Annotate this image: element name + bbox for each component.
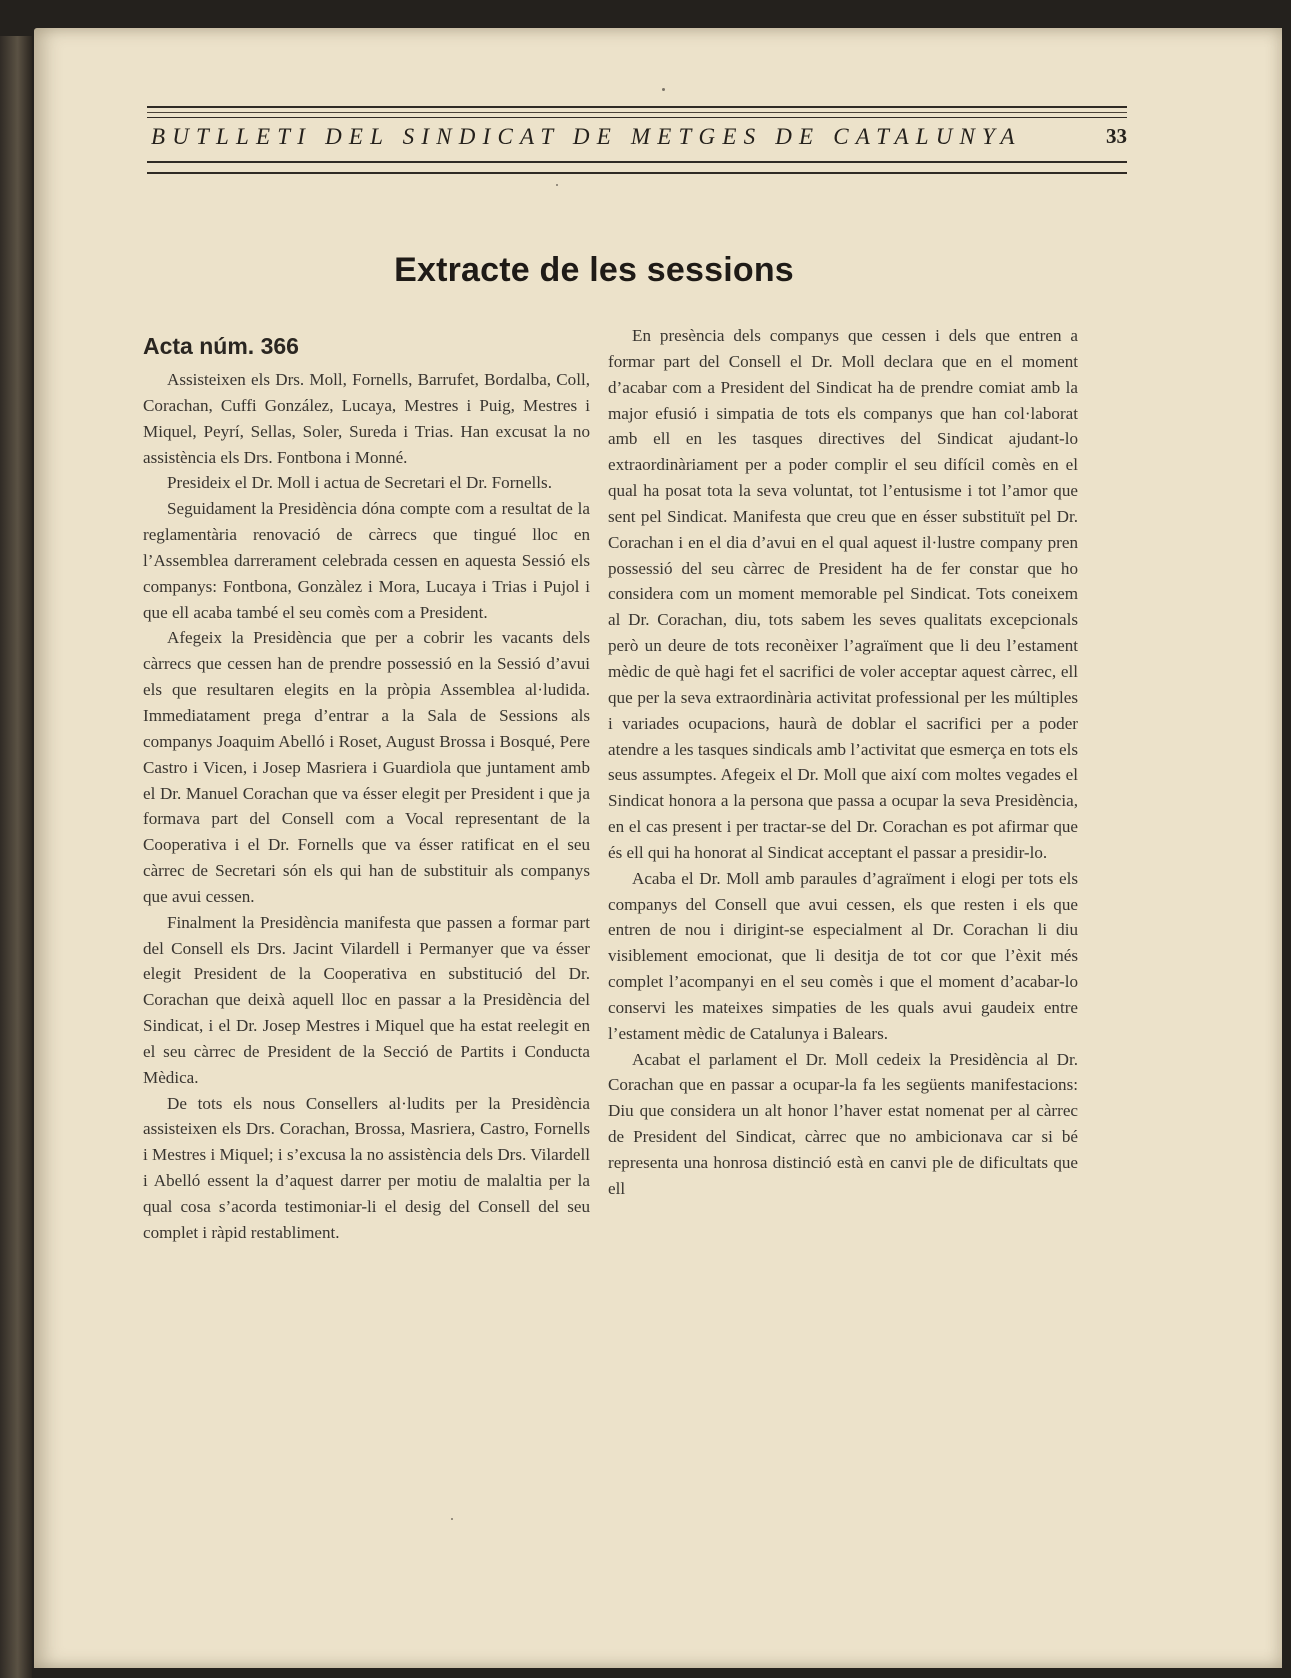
page-header	[147, 106, 1127, 196]
paragraph: Finalment la Presidència manifesta que passen a formar part del Consell els Drs. Jacint Vilardell i Permanyer que va ésser elegit President de la Cooperativa en substitució del Dr. Corachan que deixà aquell lloc en passar a la Presidència del Sindicat, i el Dr. Josep Mestres i Miquel que ha estat reelegit en el seu càrrec de President de la Secció de Partits i Conducta Mèdica.	[143, 912, 590, 1087]
paper-speck	[451, 1518, 453, 1520]
paragraph: En presència dels companys que cessen i dels que entren a formar part del Consell el Dr. Moll declara que en el moment d’acabar com a President del Sindicat ha de prendre comiat amb la major efusió i simpatia de tots els companys que han col·laborat amb ell en les tasques directives del Sindicat ajudant-lo extraordinàriament per a poder complir el seu difícil comès en el qual ha posat tota la seva voluntat, tot l’entusisme i tot l’amor que sent pel Sindicat. Manifesta que creu que en ésser substituït pel Dr. Corachan i en el dia d’avui en el qual aquest il·lustre company pren possessió del seu càrrec de President ha de fer constar que ho considera com un moment memorable pel Sindicat. Tots coneixem al Dr. Corachan, diu, tots sabem les seves qualitats excepcionals però un deure de tots reconèixer l’agraïment que li deu l’estament mèdic de què hagi fet el sacrifici de voler acceptar aquest càrrec, ell que per la seva extraordinària activitat professional per les múltiples i variades ocupacions, haurà de doblar el sacrifici per a poder atendre a les tasques sindicals amb l’activitat que esmerça en tots els seus assumptes. Afegeix el Dr. Moll que així com moltes vegades el Sindicat honora a la persona que passa a ocupar la seva Presidència, en el cas present i per tractar-se del Dr. Corachan es pot afirmar que és ell qui ha honorat al Sindicat acceptant el passar a presidir-lo.	[608, 326, 1078, 862]
paragraph: Afegeix la Presidència que per a cobrir les vacants dels càrrecs que cessen han de prendre possessió en la Sessió d’avui els que resultaren elegits en la pròpia Assemblea al·ludida. Immediatament prega d’entrar a la Sala de Sessions als companys Joaquim Abelló i Roset, August Brossa i Bosqué, Pere Castro i Vicen, i Josep Masriera i Guardiola que juntament amb el Dr. Manuel Corachan que va ésser elegit per President i que ja formava part del Consell com a Vocal representant de la Cooperativa i el Dr. Fornells que va ésser ratificat en el seu càrrec de Secretari són els qui han de substituir als companys que avui cessen.	[143, 628, 590, 906]
paragraph: Presideix el Dr. Moll i actua de Secretari el Dr. Fornells.	[167, 473, 552, 493]
paragraph: Acabat el parlament el Dr. Moll cedeix la Presidència al Dr. Corachan que en passar a ocupar-la fa les següents manifestacions: Diu que considera un alt honor l’haver estat nomenat per al càrrec de President del Sindicat, càrrec que no ambicionava car si bé representa una honrosa distinció està en canvi ple de dificultats que ell	[608, 1049, 1078, 1198]
right-column	[608, 323, 1078, 1202]
paragraph: De tots els nous Consellers al·ludits per la Presidència assisteixen els Drs. Corachan, Brossa, Masriera, Castro, Fornells i Mestres i Miquel; i s’excusa la no assistència dels Drs. Vilardell i Abelló essent la d’aquest darrer per motiu de malaltia per la qual cosa s’acorda testimoniar-li el desig del Consell del seu complet i ràpid restabliment.	[143, 1093, 590, 1242]
document-page	[34, 28, 1282, 1668]
page-number: 33	[1106, 124, 1127, 148]
paragraph: Acaba el Dr. Moll amb paraules d’agraïment i elogi per tots els companys del Consell que avui cessen, els que resten i els que entren de nou i dirigint-se especialment al Dr. Corachan li diu visiblement emocionat, que li desitja de tot cor que l’èxit més complet l’acompanyi en el seu comès i que el moment d’acabar-lo conservi les mateixes simpaties de les quals avui gaudeix entre l’estament mèdic de Catalunya i Balears.	[608, 868, 1078, 1043]
left-column	[143, 323, 590, 1246]
paragraph: Assisteixen els Drs. Moll, Fornells, Barrufet, Bordalba, Coll, Corachan, Cuffi González, Lucaya, Mestres i Puig, Mestres i Miquel, Peyrí, Sellas, Soler, Sureda i Trias. Han excusat la no assistència els Drs. Fontbona i Monné.	[143, 370, 590, 467]
running-head: BUTLLETI DEL SINDICAT DE METGES DE CATALUNYA	[151, 124, 1022, 149]
header-bottom-rule	[147, 161, 1127, 174]
paper-speck	[662, 88, 665, 91]
binding-edge	[0, 36, 32, 1678]
section-heading: Acta núm. 366	[143, 333, 299, 359]
header-top-rule	[147, 106, 1127, 118]
paragraph: Seguidament la Presidència dóna compte com a resultat de la reglamentària renovació de càrrecs que tingué lloc en l’Assemblea darrerament celebrada cessen en aquesta Sessió els companys: Fontbona, Gonzàlez i Mora, Lucaya i Trias i Pujol i que ell acaba també el seu comès com a President.	[143, 499, 590, 622]
article-title: Extracte de les sessions	[394, 251, 794, 289]
